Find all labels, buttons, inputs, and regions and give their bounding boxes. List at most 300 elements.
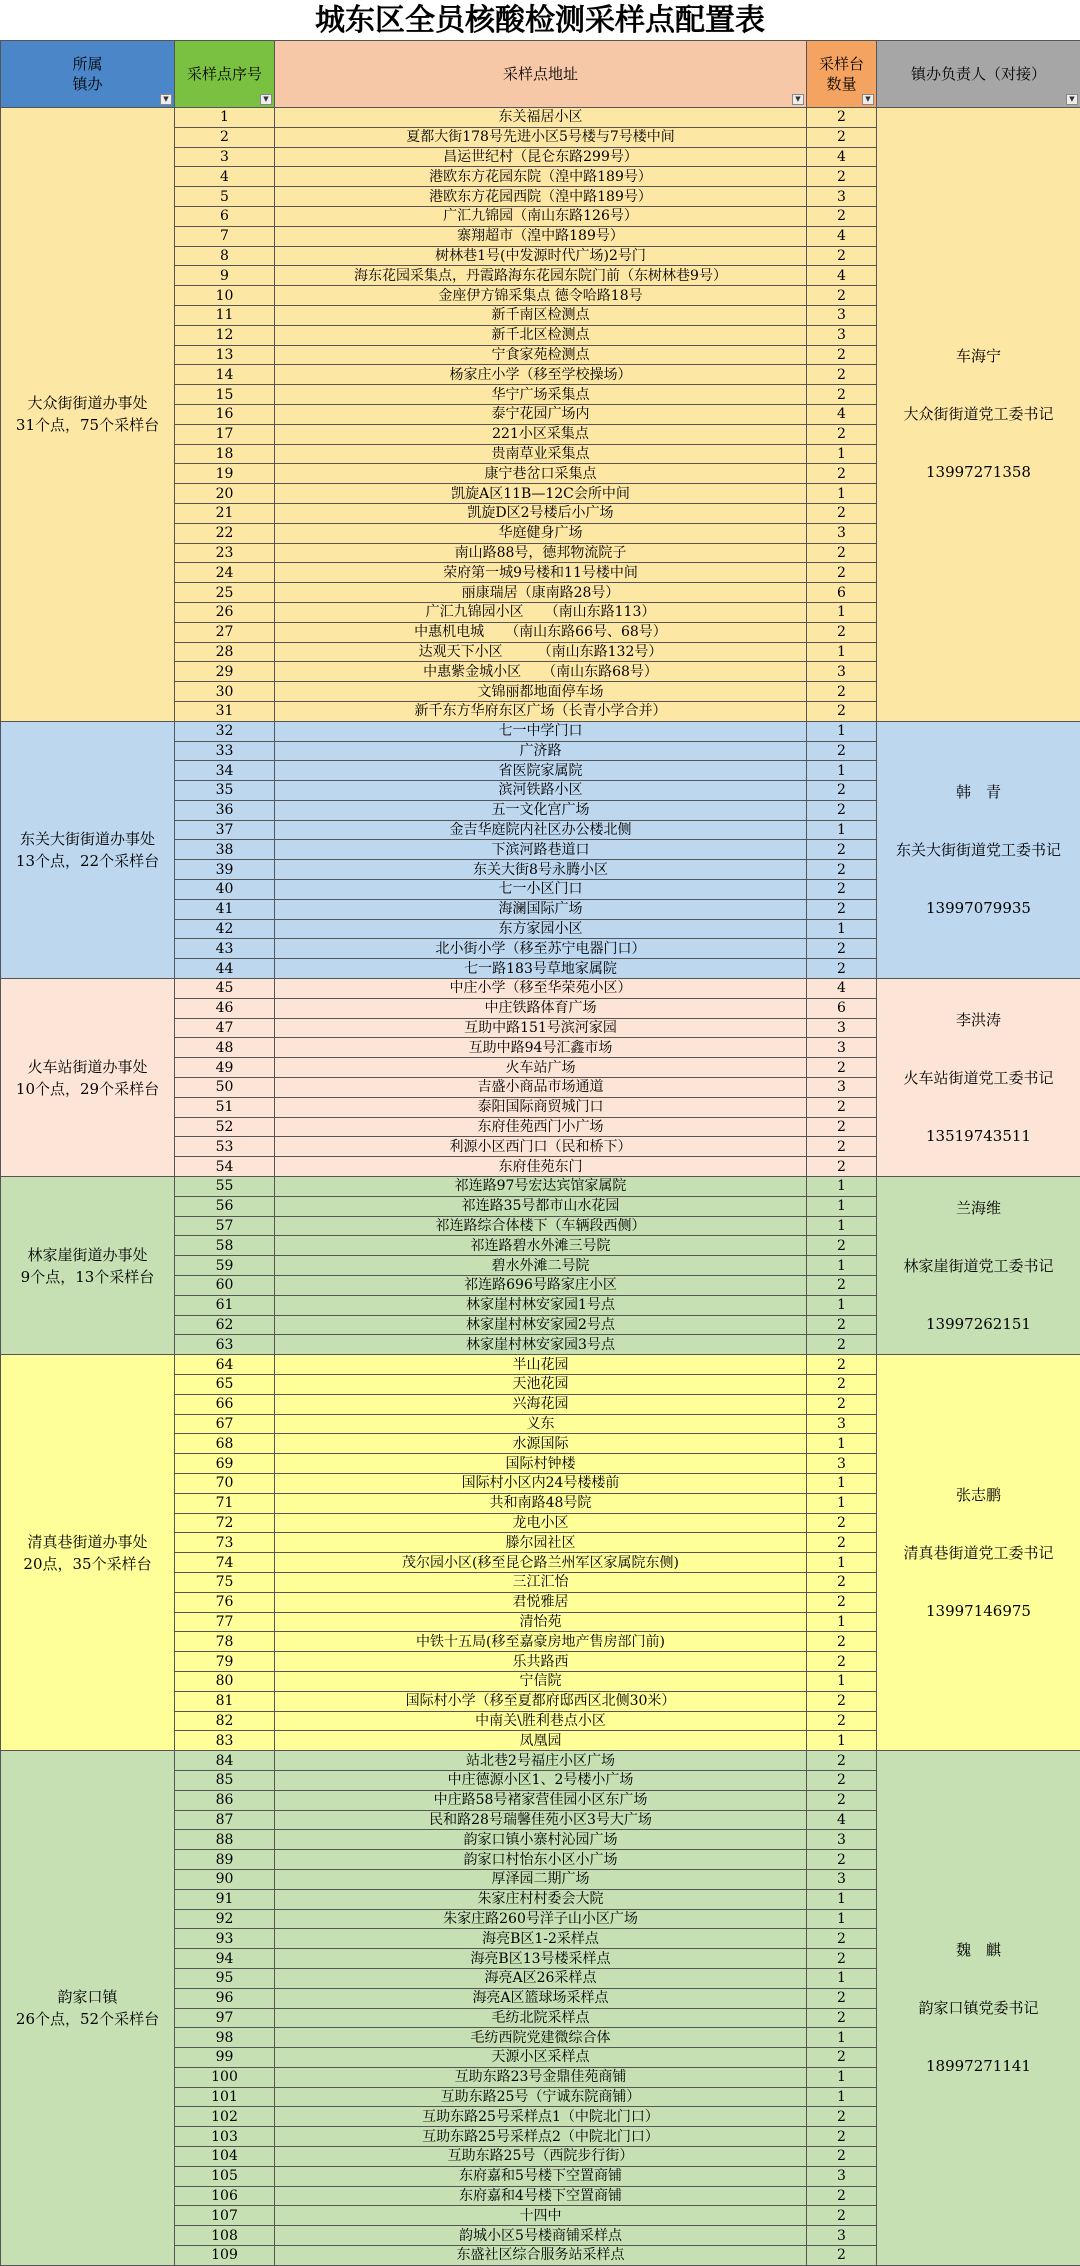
filter-dropdown-icon[interactable]: ▼ [260,94,272,105]
town-cell: 韵家口镇 26个点，52个采样台 [1,1751,175,2266]
count-cell: 2 [807,899,877,919]
count-cell: 1 [807,1909,877,1929]
seq-cell: 84 [175,1751,275,1771]
count-cell: 3 [807,1018,877,1038]
address-cell: 中铁十五局(移至嘉豪房地产售房部门前) [275,1632,807,1652]
seq-cell: 79 [175,1652,275,1672]
seq-cell: 80 [175,1671,275,1691]
address-cell: 港欧东方花园东院（湟中路189号） [275,167,807,187]
count-cell: 2 [807,1652,877,1672]
count-cell: 2 [807,2206,877,2226]
seq-cell: 82 [175,1711,275,1731]
count-cell: 3 [807,1454,877,1474]
contact-name: 魏 麒 [877,1921,1080,1979]
address-cell: 夏都大街178号先进小区5号楼与7号楼中间 [275,127,807,147]
count-cell: 1 [807,761,877,781]
address-cell: 寨翔超市（湟中路189号） [275,226,807,246]
address-cell: 海亮A区26采样点 [275,1968,807,1988]
count-cell: 6 [807,998,877,1018]
seq-cell: 70 [175,1473,275,1493]
table-row [1,108,1080,128]
seq-cell: 98 [175,2028,275,2048]
seq-cell: 92 [175,1909,275,1929]
count-cell: 2 [807,959,877,979]
table-row [1,721,1080,741]
seq-cell: 52 [175,1117,275,1137]
address-cell: 泰宁花园广场内 [275,404,807,424]
seq-cell: 40 [175,880,275,900]
seq-cell: 93 [175,1929,275,1949]
seq-cell: 75 [175,1572,275,1592]
count-cell: 2 [807,622,877,642]
address-cell: 昌运世纪村（昆仑东路299号） [275,147,807,167]
sampling-table [0,40,1080,2266]
address-cell: 互助中路151号滨河家园 [275,1018,807,1038]
count-cell: 1 [807,1553,877,1573]
seq-cell: 8 [175,246,275,266]
address-cell: 省医院家属院 [275,761,807,781]
count-cell: 2 [807,2186,877,2206]
address-cell: 滨河铁路小区 [275,781,807,801]
count-cell: 2 [807,1592,877,1612]
address-cell: 金吉华庭院内社区办公楼北侧 [275,820,807,840]
count-cell: 2 [807,860,877,880]
seq-cell: 104 [175,2147,275,2167]
address-cell: 新千南区检测点 [275,305,807,325]
count-cell: 2 [807,880,877,900]
town-cell: 清真巷街道办事处 20点，35个采样台 [1,1355,175,1751]
address-cell: 海澜国际广场 [275,899,807,919]
seq-cell: 51 [175,1097,275,1117]
seq-cell: 24 [175,563,275,583]
count-cell: 2 [807,939,877,959]
count-cell: 2 [807,246,877,266]
count-cell: 3 [807,187,877,207]
address-cell: 朱家庄村村委会大院 [275,1889,807,1909]
address-cell: 华庭健身广场 [275,523,807,543]
count-cell: 3 [807,1830,877,1850]
address-cell: 东方家园小区 [275,919,807,939]
seq-cell: 74 [175,1553,275,1573]
contact-name: 韩 青 [877,763,1080,821]
address-cell: 林家崖村林安家园3号点 [275,1335,807,1355]
seq-cell: 68 [175,1434,275,1454]
count-cell: 2 [807,503,877,523]
count-cell: 2 [807,286,877,306]
address-cell: 下滨河路巷道口 [275,840,807,860]
seq-cell: 108 [175,2226,275,2246]
count-cell: 2 [807,1751,877,1771]
seq-cell: 86 [175,1790,275,1810]
filter-dropdown-icon[interactable]: ▼ [1066,94,1078,105]
count-cell: 1 [807,1968,877,1988]
address-cell: 中庄德源小区1、2号楼小广场 [275,1770,807,1790]
seq-cell: 78 [175,1632,275,1652]
seq-cell: 15 [175,385,275,405]
seq-cell: 46 [175,998,275,1018]
address-cell: 滕尔园社区 [275,1533,807,1553]
address-cell: 凤凰园 [275,1731,807,1751]
seq-cell: 27 [175,622,275,642]
address-cell: 海东花园采集点，丹霞路海东花园东院门前（东树林巷9号） [275,266,807,286]
count-cell: 1 [807,1731,877,1751]
town-cell: 大众街街道办事处 31个点，75个采样台 [1,108,175,722]
seq-cell: 31 [175,701,275,721]
count-cell: 1 [807,2028,877,2048]
address-cell: 茂尔园小区(移至昆仑路兰州军区家属院东侧) [275,1553,807,1573]
seq-cell: 42 [175,919,275,939]
seq-cell: 12 [175,325,275,345]
seq-cell: 9 [175,266,275,286]
address-cell: 221小区采集点 [275,424,807,444]
address-cell: 国际村小区内24号楼楼前 [275,1473,807,1493]
count-cell: 2 [807,840,877,860]
count-cell: 2 [807,1137,877,1157]
address-cell: 达观天下小区 （南山东路132号） [275,642,807,662]
address-cell: 民和路28号瑞馨佳苑小区3号大广场 [275,1810,807,1830]
address-cell: 文锦丽都地面停车场 [275,682,807,702]
count-cell: 3 [807,2226,877,2246]
count-cell: 2 [807,1335,877,1355]
address-cell: 互助东路25号（西院步行街） [275,2147,807,2167]
seq-cell: 100 [175,2067,275,2087]
count-cell: 1 [807,602,877,622]
count-cell: 2 [807,1711,877,1731]
address-cell: 中庄铁路体育广场 [275,998,807,1018]
count-cell: 2 [807,206,877,226]
seq-cell: 7 [175,226,275,246]
count-cell: 1 [807,919,877,939]
seq-cell: 19 [175,464,275,484]
contact-cell [877,979,1080,1177]
address-cell: 站北巷2号福庄小区广场 [275,1751,807,1771]
seq-cell: 89 [175,1850,275,1870]
seq-cell: 96 [175,1988,275,2008]
address-cell: 泰阳国际商贸城门口 [275,1097,807,1117]
address-cell: 东关大街8号永腾小区 [275,860,807,880]
header-row [1,41,1080,108]
seq-cell: 60 [175,1276,275,1296]
seq-cell: 56 [175,1196,275,1216]
count-cell: 2 [807,2127,877,2147]
seq-cell: 18 [175,444,275,464]
count-cell: 2 [807,701,877,721]
filter-dropdown-icon[interactable]: ▼ [160,94,172,105]
count-cell: 2 [807,800,877,820]
seq-cell: 10 [175,286,275,306]
seq-cell: 103 [175,2127,275,2147]
address-cell: 宁食家苑检测点 [275,345,807,365]
address-cell: 东盛社区综合服务站采样点 [275,2246,807,2266]
address-cell: 祁连路97号宏达宾馆家属院 [275,1177,807,1197]
seq-cell: 77 [175,1612,275,1632]
address-cell: 丽康瑞居（康南路28号） [275,583,807,603]
address-cell: 清怡苑 [275,1612,807,1632]
count-cell: 3 [807,325,877,345]
count-cell: 1 [807,642,877,662]
address-cell: 互助东路25号采样点2（中院北门口） [275,2127,807,2147]
seq-cell: 90 [175,1869,275,1889]
count-cell: 3 [807,1038,877,1058]
count-cell: 2 [807,2147,877,2167]
contact-phone: 13997262151 [877,1295,1080,1353]
count-cell: 2 [807,682,877,702]
contact-title: 火车站街道党工委书记 [877,1049,1080,1107]
address-cell: 东府嘉和5号楼下空置商铺 [275,2166,807,2186]
address-cell: 树林巷1号(中发源时代广场)2号门 [275,246,807,266]
seq-cell: 26 [175,602,275,622]
count-cell: 4 [807,404,877,424]
seq-cell: 38 [175,840,275,860]
seq-cell: 13 [175,345,275,365]
seq-cell: 69 [175,1454,275,1474]
address-cell: 天池花园 [275,1375,807,1395]
seq-cell: 76 [175,1592,275,1612]
seq-cell: 54 [175,1157,275,1177]
seq-cell: 59 [175,1256,275,1276]
address-cell: 毛纺北院采样点 [275,2008,807,2028]
count-cell: 2 [807,1691,877,1711]
address-cell: 天源小区采样点 [275,2048,807,2068]
address-cell: 五一文化宫广场 [275,800,807,820]
address-cell: 兴海花园 [275,1394,807,1414]
count-cell: 2 [807,108,877,128]
count-cell: 3 [807,1078,877,1098]
address-cell: 林家崖村林安家园1号点 [275,1295,807,1315]
count-cell: 2 [807,345,877,365]
address-cell: 互助东路23号金鼎佳苑商铺 [275,2067,807,2087]
seq-cell: 34 [175,761,275,781]
address-cell: 东府佳苑东门 [275,1157,807,1177]
count-cell: 2 [807,781,877,801]
count-cell: 2 [807,1394,877,1414]
count-cell: 2 [807,127,877,147]
address-cell: 朱家庄路260号洋子山小区广场 [275,1909,807,1929]
address-cell: 广汇九锦园（南山东路126号） [275,206,807,226]
count-cell: 2 [807,424,877,444]
count-cell: 2 [807,1513,877,1533]
address-cell: 毛纺西院党建微综合体 [275,2028,807,2048]
seq-cell: 62 [175,1315,275,1335]
address-cell: 中惠机电城 （南山东路66号、68号） [275,622,807,642]
count-cell: 4 [807,226,877,246]
seq-cell: 109 [175,2246,275,2266]
count-cell: 2 [807,2008,877,2028]
seq-cell: 50 [175,1078,275,1098]
contact-phone: 13519743511 [877,1107,1080,1165]
count-cell: 6 [807,583,877,603]
address-cell: 祁连路35号都市山水花园 [275,1196,807,1216]
count-cell: 2 [807,1533,877,1553]
address-cell: 祁连路综合体楼下（车辆段西侧） [275,1216,807,1236]
address-cell: 互助东路25号采样点1（中院北门口） [275,2107,807,2127]
seq-cell: 85 [175,1770,275,1790]
address-cell: 义东 [275,1414,807,1434]
count-cell: 2 [807,1315,877,1335]
contact-phone: 13997271358 [877,443,1080,501]
address-cell: 中惠紫金城小区 （南山东路68号） [275,662,807,682]
seq-cell: 14 [175,365,275,385]
count-cell: 1 [807,1216,877,1236]
seq-cell: 73 [175,1533,275,1553]
header-count: 采样台 数量 ▼ [807,41,877,108]
address-cell: 广汇九锦园小区 （南山东路113） [275,602,807,622]
header-contact: 镇办负责人（对接） ▼ [877,41,1080,108]
seq-cell: 48 [175,1038,275,1058]
count-cell: 4 [807,266,877,286]
count-cell: 2 [807,543,877,563]
count-cell: 1 [807,1177,877,1197]
seq-cell: 49 [175,1058,275,1078]
seq-cell: 94 [175,1949,275,1969]
count-cell: 1 [807,1196,877,1216]
seq-cell: 47 [175,1018,275,1038]
address-cell: 祁连路696号路家庄小区 [275,1276,807,1296]
page-title: 城东区全员核酸检测采样点配置表 [0,0,1080,40]
address-cell: 中庄路58号褚家营佳园小区东广场 [275,1790,807,1810]
seq-cell: 81 [175,1691,275,1711]
count-cell: 2 [807,2048,877,2068]
seq-cell: 22 [175,523,275,543]
seq-cell: 64 [175,1355,275,1375]
address-cell: 韵家口镇小寨村沁园广场 [275,1830,807,1850]
count-cell: 2 [807,1850,877,1870]
address-cell: 君悦雅居 [275,1592,807,1612]
header-seq: 采样点序号 ▼ [175,41,275,108]
seq-cell: 39 [175,860,275,880]
address-cell: 吉盛小商品市场通道 [275,1078,807,1098]
address-cell: 三江汇怡 [275,1572,807,1592]
filter-dropdown-icon[interactable]: ▼ [792,94,804,105]
seq-cell: 83 [175,1731,275,1751]
address-cell: 南山路88号，德邦物流院子 [275,543,807,563]
town-cell: 林家崖街道办事处 9个点，13个采样台 [1,1177,175,1355]
seq-cell: 25 [175,583,275,603]
table-row [1,1751,1080,1771]
contact-cell [877,108,1080,722]
count-cell: 2 [807,1236,877,1256]
address-cell: 韵家口村怡东小区小广场 [275,1850,807,1870]
address-cell: 新千东方华府东区广场（长青小学合并） [275,701,807,721]
address-cell: 贵南草业采集点 [275,444,807,464]
table-row [1,1355,1080,1375]
count-cell: 4 [807,147,877,167]
contact-title: 东关大街街道党工委书记 [877,821,1080,879]
count-cell: 2 [807,2107,877,2127]
filter-dropdown-icon[interactable]: ▼ [862,94,874,105]
address-cell: 半山花园 [275,1355,807,1375]
count-cell: 2 [807,1157,877,1177]
count-cell: 1 [807,2067,877,2087]
contact-name: 兰海维 [877,1179,1080,1237]
count-cell: 2 [807,1117,877,1137]
count-cell: 2 [807,563,877,583]
address-cell: 广济路 [275,741,807,761]
count-cell: 1 [807,444,877,464]
seq-cell: 91 [175,1889,275,1909]
count-cell: 4 [807,979,877,999]
seq-cell: 28 [175,642,275,662]
count-cell: 3 [807,305,877,325]
seq-cell: 55 [175,1177,275,1197]
count-cell: 1 [807,1295,877,1315]
address-cell: 宁信院 [275,1671,807,1691]
address-cell: 火车站广场 [275,1058,807,1078]
address-cell: 龙电小区 [275,1513,807,1533]
seq-cell: 65 [175,1375,275,1395]
address-cell: 新千北区检测点 [275,325,807,345]
town-cell: 东关大街街道办事处 13个点，22个采样台 [1,721,175,978]
address-cell: 互助中路94号汇鑫市场 [275,1038,807,1058]
seq-cell: 102 [175,2107,275,2127]
address-cell: 七一路183号草地家属院 [275,959,807,979]
town-cell: 火车站街道办事处 10个点，29个采样台 [1,979,175,1177]
contact-title: 韵家口镇党委书记 [877,1979,1080,2037]
address-cell: 七一中学门口 [275,721,807,741]
contact-name: 张志鹏 [877,1466,1080,1524]
address-cell: 利源小区西门口（民和桥下） [275,1137,807,1157]
seq-cell: 41 [175,899,275,919]
address-cell: 凯旋A区11B—12C会所中间 [275,484,807,504]
contact-phone: 13997146975 [877,1582,1080,1640]
address-cell: 东府佳苑西门小广场 [275,1117,807,1137]
contact-cell [877,1751,1080,2266]
header-town: 所属 镇办 ▼ [1,41,175,108]
seq-cell: 36 [175,800,275,820]
contact-title: 大众街街道党工委书记 [877,385,1080,443]
address-cell: 荣府第一城9号楼和11号楼中间 [275,563,807,583]
contact-cell [877,721,1080,978]
seq-cell: 101 [175,2087,275,2107]
count-cell: 3 [807,662,877,682]
seq-cell: 20 [175,484,275,504]
address-cell: 北小街小学（移至苏宁电器门口） [275,939,807,959]
contact-phone: 18997271141 [877,2037,1080,2095]
count-cell: 2 [807,1929,877,1949]
seq-cell: 6 [175,206,275,226]
seq-cell: 44 [175,959,275,979]
address-cell: 乐共路西 [275,1652,807,1672]
count-cell: 1 [807,1473,877,1493]
count-cell: 2 [807,1572,877,1592]
seq-cell: 43 [175,939,275,959]
count-cell: 2 [807,741,877,761]
count-cell: 2 [807,167,877,187]
contact-phone: 13997079935 [877,879,1080,937]
address-cell: 互助东路25号（宁诚东院商铺） [275,2087,807,2107]
seq-cell: 57 [175,1216,275,1236]
table-row [1,979,1080,999]
count-cell: 2 [807,2246,877,2266]
seq-cell: 106 [175,2186,275,2206]
seq-cell: 35 [175,781,275,801]
seq-cell: 1 [175,108,275,128]
count-cell: 2 [807,1988,877,2008]
address-cell: 康宁巷岔口采集点 [275,464,807,484]
seq-cell: 97 [175,2008,275,2028]
contact-title: 清真巷街道党工委书记 [877,1524,1080,1582]
address-cell: 林家崖村林安家园2号点 [275,1315,807,1335]
count-cell: 1 [807,1256,877,1276]
count-cell: 1 [807,721,877,741]
address-cell: 凯旋D区2号楼后小广场 [275,503,807,523]
address-cell: 碧水外滩二号院 [275,1256,807,1276]
address-cell: 国际村小学（移至夏都府邸西区北侧30米） [275,1691,807,1711]
address-cell: 十四中 [275,2206,807,2226]
seq-cell: 3 [175,147,275,167]
count-cell: 3 [807,1414,877,1434]
count-cell: 2 [807,1276,877,1296]
